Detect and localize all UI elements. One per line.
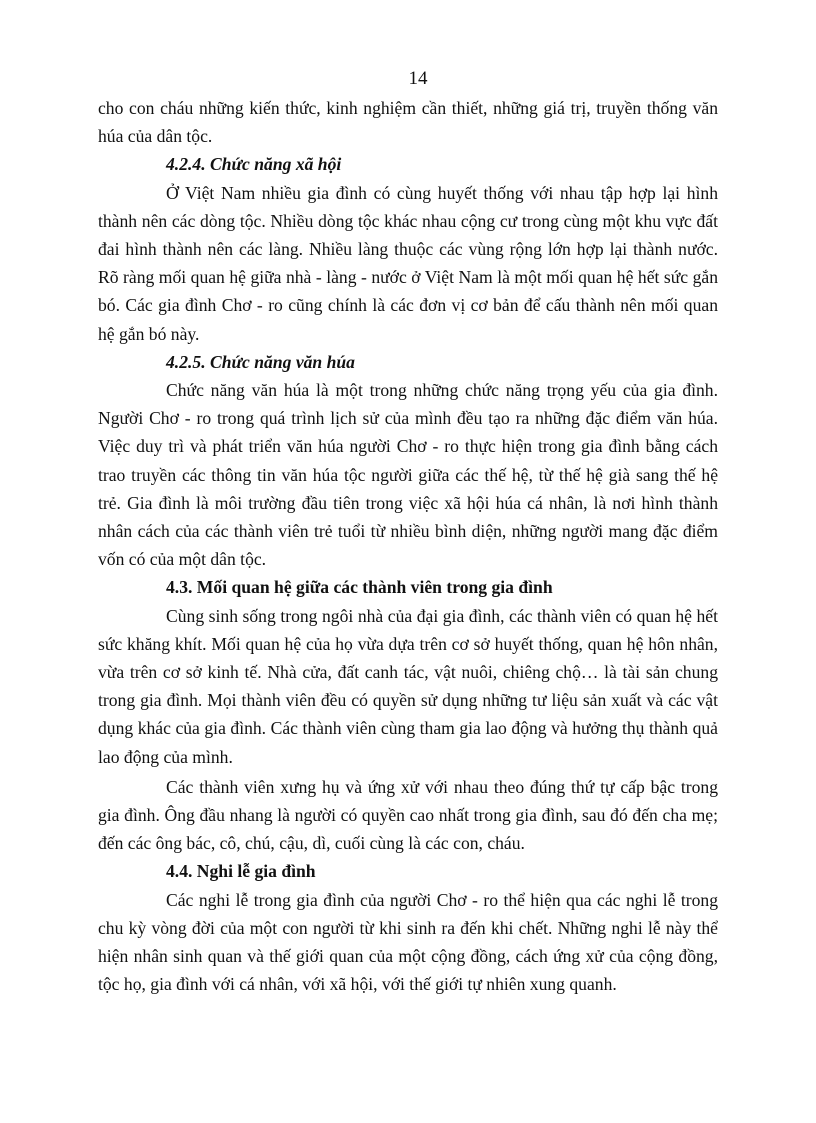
paragraph-social-function: Ở Việt Nam nhiều gia đình có cùng huyết thống với nhau tập hợp lại hình thành nên các dòng tộc. Nhiều dòng tộc khác nhau cộng cư trong cùng một khu vực đất đai hình thành nên các làng. Nhiều làng thuộc các vùng rộng lớn hợp lại thành nước. Rõ ràng mối quan hệ giữa nhà - làng - nước ở Việt Nam là một mối quan hệ hết sức gắn bó. Các gia đình Chơ - ro cũng chính là các đơn vị cơ bản để cấu thành nên mối quan hệ gắn bó này. — [98, 182, 718, 344]
heading-4-2-5: 4.2.5. Chức năng văn húa — [166, 351, 355, 372]
heading-4-4: 4.4. Nghi lễ gia đình — [166, 861, 316, 882]
paragraph-family-hierarchy: Các thành viên xưng hụ và ứng xử với nhau theo đúng thứ tự cấp bậc trong gia đình. Ông đầu nhang là người có quyền cao nhất trong gia đình, sau đó đến cha mẹ; đến các ông bác, cô, chú, cậu, dì, cuối cùng là các con, cháu. — [98, 776, 718, 854]
page-number: 14 — [408, 68, 428, 89]
heading-4-3: 4.3. Mối quan hệ giữa các thành viên trong gia đình — [166, 577, 553, 598]
paragraph-intro: cho con cháu những kiến thức, kinh nghiệm cần thiết, những giá trị, truyền thống văn húa của dân tộc. — [98, 98, 718, 147]
heading-4-2-4: 4.2.4. Chức năng xã hội — [166, 154, 342, 175]
page-body — [98, 94, 718, 999]
paragraph-cultural-function: Chức năng văn húa là một trong những chức năng trọng yếu của gia đình. Người Chơ - ro trong quá trình lịch sử của mình đều tạo ra những đặc điểm văn húa. Việc duy trì và phát triển văn húa người Chơ - ro thực hiện trong gia đình bằng cách trao truyền các thông tin văn húa tộc người giữa các thế hệ, từ thế hệ già sang thế hệ trẻ. Gia đình là môi trường đầu tiên trong việc xã hội húa cá nhân, là nơi hình thành nhân cách của các thành viên trẻ tuổi từ nhiều bình diện, những người mang đặc điểm vốn có của một dân tộc. — [98, 380, 718, 570]
paragraph-family-rituals: Các nghi lễ trong gia đình của người Chơ - ro thể hiện qua các nghi lễ trong chu kỳ vòng đời của một con người từ khi sinh ra đến khi chết. Những nghi lễ này thể hiện nhân sinh quan và thế giới quan của một cộng đồng, cách ứng xử của cộng đồng, tộc họ, gia đình với cá nhân, với xã hội, với thế giới tự nhiên xung quanh. — [98, 889, 718, 995]
paragraph-family-relations: Cùng sinh sống trong ngôi nhà của đại gia đình, các thành viên có quan hệ hết sức khăng khít. Mối quan hệ của họ vừa dựa trên cơ sở huyết thống, quan hệ hôn nhân, vừa trên cơ sở kinh tế. Nhà cửa, đất canh tác, vật nuôi, chiêng chộ… là tài sản chung trong gia đình. Mọi thành viên đều có quyền sử dụng những tư liệu sản xuất và các vật dụng khác của gia đình. Các thành viên cùng tham gia lao động và hưởng thụ thành quả lao động của mình. — [98, 605, 718, 767]
